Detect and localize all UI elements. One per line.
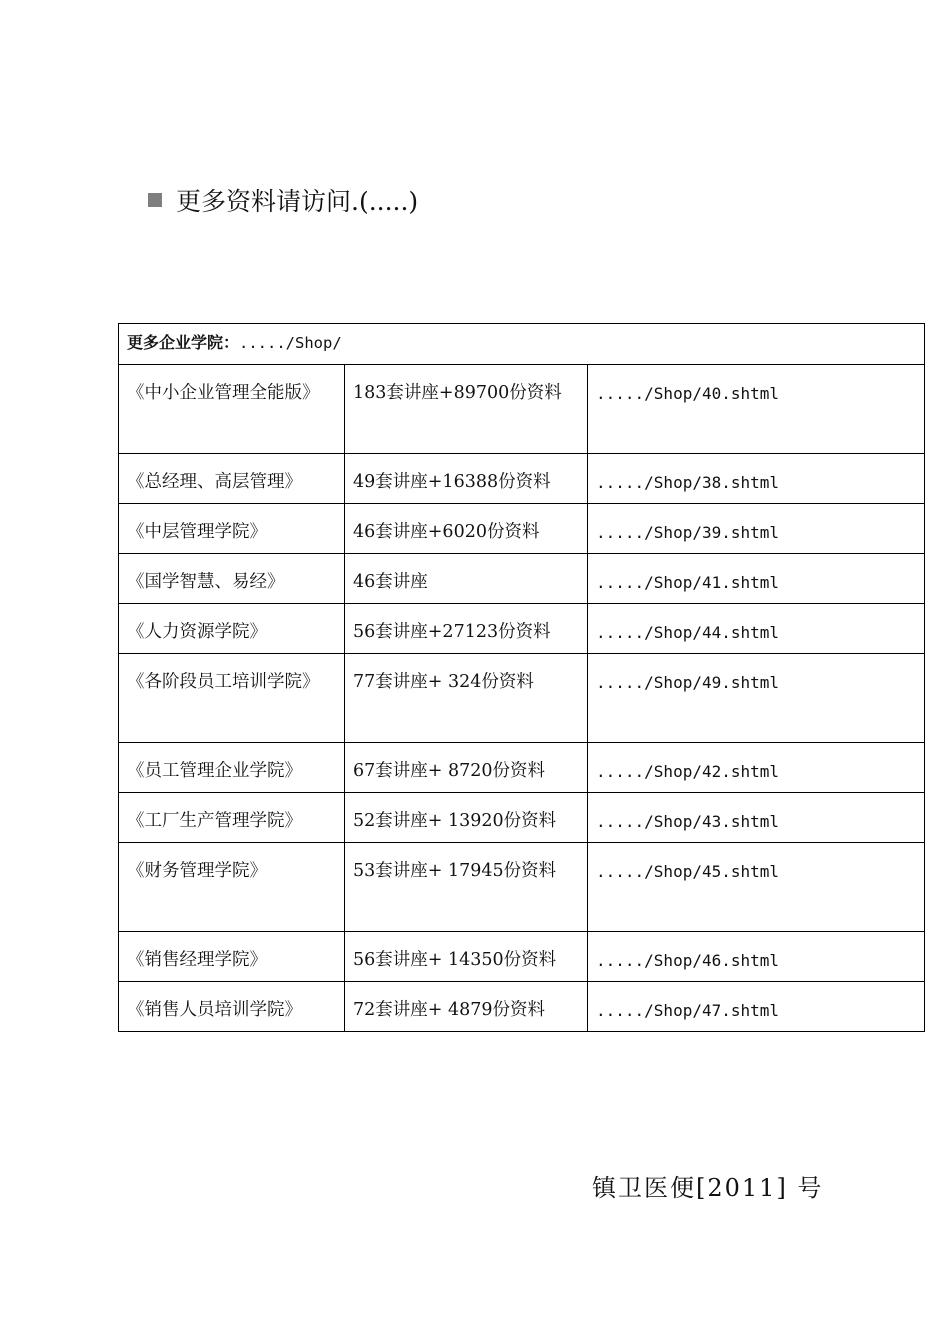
course-table xyxy=(118,323,925,1032)
course-name: 《人力资源学院》 xyxy=(119,604,345,654)
table-row xyxy=(119,365,925,454)
course-content: 56套讲座+27123份资料 xyxy=(345,604,588,654)
course-content: 52套讲座+ 13920份资料 xyxy=(345,793,588,843)
course-url[interactable]: ...../Shop/45.shtml xyxy=(588,843,925,932)
table-row xyxy=(119,504,925,554)
table-header-path: ...../Shop/ xyxy=(239,334,342,352)
course-name: 《各阶段员工培训学院》 xyxy=(119,654,345,743)
square-bullet-icon xyxy=(148,193,162,207)
course-name: 《中层管理学院》 xyxy=(119,504,345,554)
course-content: 67套讲座+ 8720份资料 xyxy=(345,743,588,793)
course-content: 49套讲座+16388份资料 xyxy=(345,454,588,504)
course-url[interactable]: ...../Shop/41.shtml xyxy=(588,554,925,604)
course-content: 56套讲座+ 14350份资料 xyxy=(345,932,588,982)
table-header-label: 更多企业学院： xyxy=(127,333,240,352)
course-name: 《财务管理学院》 xyxy=(119,843,345,932)
course-content: 183套讲座+89700份资料 xyxy=(345,365,588,454)
course-url[interactable]: ...../Shop/47.shtml xyxy=(588,982,925,1032)
course-name: 《国学智慧、易经》 xyxy=(119,554,345,604)
heading xyxy=(148,183,418,217)
document-number: 镇卫医便[2011] 号 xyxy=(592,1174,824,1202)
course-name: 《工厂生产管理学院》 xyxy=(119,793,345,843)
course-name: 《中小企业管理全能版》 xyxy=(119,365,345,454)
table-row xyxy=(119,654,925,743)
table-row xyxy=(119,932,925,982)
course-url[interactable]: ...../Shop/42.shtml xyxy=(588,743,925,793)
table-header-row xyxy=(119,324,925,365)
course-name: 《销售经理学院》 xyxy=(119,932,345,982)
course-url[interactable]: ...../Shop/39.shtml xyxy=(588,504,925,554)
table-row xyxy=(119,843,925,932)
table-row xyxy=(119,604,925,654)
course-name: 《员工管理企业学院》 xyxy=(119,743,345,793)
course-url[interactable]: ...../Shop/43.shtml xyxy=(588,793,925,843)
heading-text: 更多资料请访问.(.....) xyxy=(176,187,419,216)
table-header-cell xyxy=(119,324,925,365)
course-url[interactable]: ...../Shop/46.shtml xyxy=(588,932,925,982)
course-url[interactable]: ...../Shop/38.shtml xyxy=(588,454,925,504)
course-content: 53套讲座+ 17945份资料 xyxy=(345,843,588,932)
course-content: 46套讲座+6020份资料 xyxy=(345,504,588,554)
course-url[interactable]: ...../Shop/40.shtml xyxy=(588,365,925,454)
table-row xyxy=(119,554,925,604)
course-content: 72套讲座+ 4879份资料 xyxy=(345,982,588,1032)
course-content: 77套讲座+ 324份资料 xyxy=(345,654,588,743)
table-row xyxy=(119,743,925,793)
course-content: 46套讲座 xyxy=(345,554,588,604)
course-url[interactable]: ...../Shop/44.shtml xyxy=(588,604,925,654)
table-row xyxy=(119,454,925,504)
table-row xyxy=(119,982,925,1032)
course-name: 《销售人员培训学院》 xyxy=(119,982,345,1032)
table-row xyxy=(119,793,925,843)
course-url[interactable]: ...../Shop/49.shtml xyxy=(588,654,925,743)
course-name: 《总经理、高层管理》 xyxy=(119,454,345,504)
